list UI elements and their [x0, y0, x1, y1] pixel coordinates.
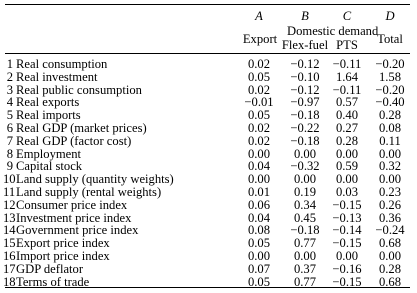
- bottom-rule: [5, 287, 410, 288]
- cell-b: 0.00: [293, 172, 317, 187]
- row-label: Consumer price index: [16, 197, 128, 212]
- cell-c: 0.03: [335, 185, 359, 199]
- cell-d: 0.26: [378, 197, 402, 212]
- cell-d: 0.28: [378, 108, 402, 123]
- header-rule: [5, 53, 410, 54]
- header-total: Total: [377, 32, 403, 46]
- cell-d: 1.58: [378, 69, 402, 84]
- row-label: Real public consumption: [16, 82, 142, 97]
- col-letter-c: C: [342, 9, 352, 23]
- row-label: Investment price index: [16, 210, 132, 225]
- cell-d: 0.11: [379, 133, 401, 148]
- cell-d: −0.24: [375, 223, 405, 238]
- cell-b: −0.97: [290, 95, 320, 110]
- row-label: Real investment: [16, 69, 98, 84]
- cell-d: 0.68: [378, 274, 402, 289]
- row-number: 6: [6, 121, 13, 135]
- cell-b: −0.22: [290, 121, 320, 135]
- row-label: Real exports: [16, 95, 80, 110]
- cell-a: 0.05: [247, 108, 271, 123]
- row-number: 16: [3, 249, 16, 263]
- row-label: Import price index: [16, 249, 110, 263]
- cell-c: 0.27: [335, 121, 359, 135]
- cell-b: 0.45: [293, 210, 317, 225]
- cell-c: −0.13: [332, 210, 362, 225]
- cell-a: 0.04: [247, 159, 271, 174]
- cell-b: 0.77: [293, 236, 317, 251]
- top-rule: [5, 4, 410, 5]
- cell-c: −0.14: [332, 223, 362, 238]
- row-label: Real GDP (market prices): [16, 121, 147, 135]
- cell-a: 0.00: [247, 146, 271, 161]
- row-label: Government price index: [16, 223, 139, 238]
- cell-a: 0.05: [247, 69, 271, 84]
- cell-d: −0.20: [375, 82, 405, 97]
- cell-b: −0.12: [290, 82, 320, 97]
- cell-b: 0.34: [293, 197, 317, 212]
- row-number: 3: [6, 82, 13, 97]
- row-label: Land supply (rental weights): [16, 185, 162, 199]
- cell-a: 0.00: [247, 172, 271, 187]
- cell-a: 0.07: [247, 261, 271, 276]
- header-pts: PTS: [336, 38, 358, 52]
- cell-c: −0.16: [332, 261, 362, 276]
- cell-d: 0.00: [378, 172, 402, 187]
- header-export: Export: [242, 32, 278, 46]
- cell-c: 0.00: [335, 249, 359, 263]
- cell-b: 0.77: [293, 274, 317, 289]
- row-number: 8: [6, 146, 13, 161]
- cell-c: 0.40: [335, 108, 359, 123]
- cell-d: 0.00: [378, 146, 402, 161]
- cell-b: 0.00: [293, 249, 317, 263]
- row-number: 15: [3, 236, 16, 251]
- cell-d: −0.40: [375, 95, 405, 110]
- header-flex-fuel: Flex-fuel: [281, 38, 329, 52]
- cell-c: −0.15: [332, 236, 362, 251]
- cell-d: 0.36: [378, 210, 402, 225]
- row-number: 1: [6, 57, 13, 71]
- cell-a: 0.06: [247, 197, 271, 212]
- cell-a: 0.01: [247, 185, 271, 199]
- row-number: 7: [6, 133, 13, 148]
- row-number: 17: [3, 261, 16, 276]
- cell-b: 0.19: [293, 185, 317, 199]
- col-letter-a: A: [255, 9, 263, 23]
- cell-a: 0.02: [247, 121, 271, 135]
- row-number: 9: [6, 159, 13, 174]
- cell-a: 0.02: [247, 82, 271, 97]
- cell-a: 0.05: [247, 236, 271, 251]
- cell-d: 0.28: [378, 261, 402, 276]
- cell-d: −0.20: [375, 57, 405, 71]
- cell-d: 0.00: [378, 249, 402, 263]
- cell-c: −0.11: [332, 57, 362, 71]
- row-number: 18: [3, 274, 16, 289]
- cell-c: 0.59: [335, 159, 359, 174]
- col-letter-d: D: [385, 9, 395, 23]
- cell-b: −0.18: [290, 223, 320, 238]
- row-label: Real imports: [16, 108, 81, 123]
- cell-a: −0.01: [244, 95, 274, 110]
- row-label: Land supply (quantity weights): [16, 172, 174, 187]
- cell-a: 0.02: [247, 133, 271, 148]
- row-label: Capital stock: [16, 159, 83, 174]
- cell-a: 0.04: [247, 210, 271, 225]
- cell-a: 0.08: [247, 223, 271, 238]
- row-number: 4: [6, 95, 13, 110]
- row-number: 12: [3, 197, 16, 212]
- row-label: Export price index: [16, 236, 110, 251]
- cell-b: −0.18: [290, 133, 320, 148]
- row-label: GDP deflator: [16, 261, 84, 276]
- row-number: 5: [6, 108, 13, 123]
- cell-b: 0.00: [293, 146, 317, 161]
- cell-c: 0.28: [335, 133, 359, 148]
- row-label: Employment: [16, 146, 82, 161]
- cell-b: −0.18: [290, 108, 320, 123]
- row-label: Terms of trade: [16, 274, 90, 289]
- cell-c: 0.57: [335, 95, 359, 110]
- cell-a: 0.02: [247, 57, 271, 71]
- cell-b: 0.37: [293, 261, 317, 276]
- col-letter-b: B: [301, 9, 309, 23]
- row-number: 14: [3, 223, 16, 238]
- cell-c: 0.00: [335, 172, 359, 187]
- cell-a: 0.00: [247, 249, 271, 263]
- cell-c: −0.15: [332, 274, 362, 289]
- cell-d: 0.23: [378, 185, 402, 199]
- cell-a: 0.05: [247, 274, 271, 289]
- cell-b: −0.10: [290, 69, 320, 84]
- header-domestic-demand: Domestic demand: [287, 24, 379, 38]
- row-label: Real consumption: [16, 57, 108, 71]
- cell-b: −0.32: [290, 159, 320, 174]
- cell-c: 0.00: [335, 146, 359, 161]
- row-number: 2: [6, 69, 13, 84]
- row-number: 10: [3, 172, 16, 187]
- row-number: 11: [3, 185, 16, 199]
- cell-c: −0.15: [332, 197, 362, 212]
- row-label: Real GDP (factor cost): [16, 133, 132, 148]
- cell-c: −0.11: [332, 82, 362, 97]
- cell-d: 0.08: [378, 121, 402, 135]
- row-number: 13: [3, 210, 16, 225]
- cell-b: −0.12: [290, 57, 320, 71]
- cell-d: 0.32: [378, 159, 402, 174]
- cell-d: 0.68: [378, 236, 402, 251]
- cell-c: 1.64: [335, 69, 359, 84]
